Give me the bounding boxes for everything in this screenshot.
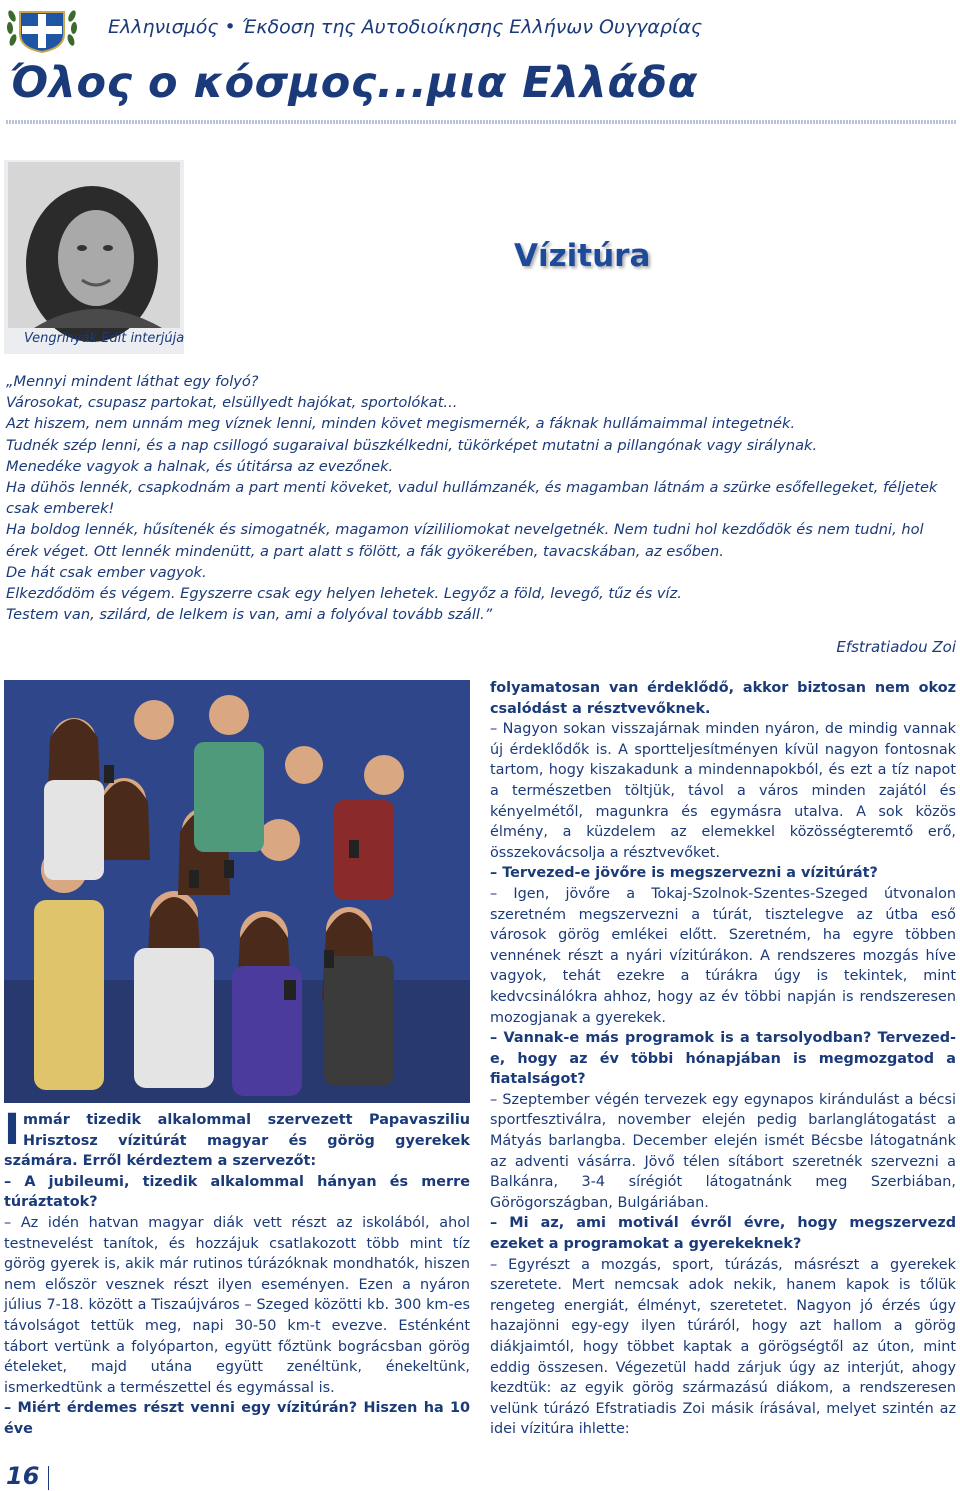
poem-line: „Mennyi mindent láthat egy folyó?: [6, 373, 259, 390]
section-title: Όλος ο κόσμος...μια Ελλάδα: [10, 58, 698, 108]
poem-line: Elkezdődöm és végem. Egyszerre csak egy helyen lehetek. Legyőz a föld, levegő, tűz és víz.: [6, 585, 682, 603]
poem-author: Efstratiadou Zoi: [836, 638, 956, 656]
drop-cap: I: [4, 1105, 20, 1155]
question-1: – A jubileumi, tizedik alkalommal hányan és merre túráztatok?: [4, 1173, 470, 1211]
publication-header: Ελληνισμός • Έκδοση της Αυτοδιοίκησης Ελλήνων Ουγγαρίας: [108, 16, 703, 38]
question-4: – Vannak-e más programok is a tarsolyodban? Tervezed-e, hogy az év többi hónapjában is megmozgatod a fiatalságot?: [490, 1030, 956, 1088]
group-photo: [4, 680, 470, 1103]
poem-line: Menedéke vagyok a halnak, és útitársa az evezőnek.: [6, 457, 394, 475]
poem-line: Városokat, csupasz partokat, elsüllyedt hajókat, sportolókat...: [6, 394, 458, 412]
poem-line: Azt hiszem, nem unnám meg víznek lenni, minden követ megismernék, a fáknak hullámaimmal integetnék.: [6, 415, 796, 433]
article-title: Vízitúra: [514, 238, 651, 274]
question-2: – Miért érdemes részt venni egy vízitúrán? Hiszen ha 10 éve: [4, 1400, 470, 1437]
question-5: – Mi az, ami motivál évről évre, hogy megszervezd ezeket a programokat a gyerekeknek?: [490, 1215, 956, 1253]
poem-line: De hát csak ember vagyok.: [6, 563, 207, 581]
article-column-right: [490, 678, 956, 1440]
photo-caption: Vengrinyák Edit interjúja: [24, 331, 185, 346]
intro-paragraph: mmár tizedik alkalommal szervezett Papavasziliu Hrisztosz vízitúrát magyar és görög gyerekek számára. Erről kérdeztem a szervezőt:: [4, 1112, 470, 1170]
answer-1: – Az idén hatvan magyar diák vett részt az iskolából, ahol testnevelést tanítok, és hozzájuk csatlakozott több mint tíz görög gyerek is, akik már rutinos túrázóknak mondhatók, hiszen nem először vesznek részt ilyen eseményen. Ezen a nyáron július 7-18. között a Tiszaújváros – Szeged közötti kb. 300 km-es távolságot tettük meg, napi 30-50 km-t evezve. Esténként tábort vertünk a folyóparton, együtt főztünk bográcsban görög ételeket, majd utána együtt zenéltünk, énekeltünk, ismerkedtünk a természettel és egymással is.: [4, 1214, 470, 1396]
answer-4: – Szeptember végén tervezek egy egynapos kirándulást a bécsi sportfesztiválra, november elején pedig barlanglátogatást a Mátyás barlangba. December elején ismét Bécsbe látogatnánk az adventi vásárra. Jövő télen sítábort szeretnék szervezni a Balkánra, 3-4 sírégiót látogatnánk meg Szerbiában, Görögországban, Bulgáriában.: [490, 1091, 956, 1211]
answer-2: – Nagyon sokan visszajárnak minden nyáron, de mindig vannak új érdeklődők is. A sportteljesítményen kívül nagyon fontosnak tartom, hogy kiszakadunk a mindennapokból, és ezt a tíz napot a természetben töltjük, távol a város minden zajától és kényelmétől, magunkra és egymásra utalva. A sok közös élmény, a küzdelem az elemekkel közösségteremtő erő, összekovácsolja a résztvevőket.: [490, 721, 956, 861]
header-divider: [6, 120, 956, 124]
answer-5: – Egyrészt a mozgás, sport, túrázás, másrészt a gyerekek szeretete. Mert nemcsak adok nekik, hanem kapok is tőlük rengeteg energiát, élményt, szeretetet. Nagyon jó érzés úgy hazajönni egy-egy ilyen túráról, hogy azt hallom a görög diákjaimtól, hogy többet kaptak a görögségtől az úton, mint eddig összesen. Végezetül hadd zárjuk úgy az interjút, ahogy kezdtük: az egyik görög származású diákom, a rendszeresen velünk túrázó Efstratiadis Zoi másik írásával, melyet szintén az idei vízitúra ihlette:: [490, 1256, 956, 1438]
page-number-divider: [48, 1466, 49, 1490]
page-number: 16: [6, 1462, 40, 1490]
poem-line: Ha dühös lennék, csapkodnám a part menti köveket, vadul hullámzanék, és magamban látnám a szürke esőfellegeket, féljetek csak emberek!: [6, 479, 938, 518]
greek-flag-laurel-emblem-icon: [4, 4, 80, 54]
article-column-left: [4, 1105, 470, 1440]
poem-line: Tudnék szép lenni, és a nap csillogó sugaraival büszkélkedni, tükörképet mutatni a pillangónak vagy sirálynak.: [6, 436, 818, 454]
poem-line: Testem van, szilárd, de lelkem is van, ami a folyóval tovább száll.”: [6, 606, 493, 624]
question-3: – Tervezed-e jövőre is megszervezni a vízitúrát?: [490, 865, 878, 882]
poem: [6, 371, 956, 625]
question-2-continued: folyamatosan van érdeklődő, akkor biztosan nem okoz csalódást a résztvevőknek.: [490, 680, 956, 717]
poem-line: Ha boldog lennék, hűsítenék és simogatnék, magamon vízililiomokat nevelgetnék. Nem tudni hol kezdődök és nem tudni, hol érek véget. Ott lennék mindenütt, a part alatt s fölött, a fák gyökerében, tavacskában, az esőben.: [6, 521, 924, 560]
portrait-photo: [4, 160, 184, 354]
answer-3: – Igen, jövőre a Tokaj-Szolnok-Szentes-Szeged útvonalon szeretném megszervezni a túrát, tisztelegve az útba eső városok görög emlékei előtt. Szeretném, ha egyre többen vennének részt a nyári vízitúrákon. A rendszeres mozgás híve vagyok, tehát ezekre a túrákra úgy is tekintek, mint kedvcsinálókra ahhoz, hogy az év többi napján is rendszeresen mozogjanak a gyerekek.: [490, 885, 956, 1026]
